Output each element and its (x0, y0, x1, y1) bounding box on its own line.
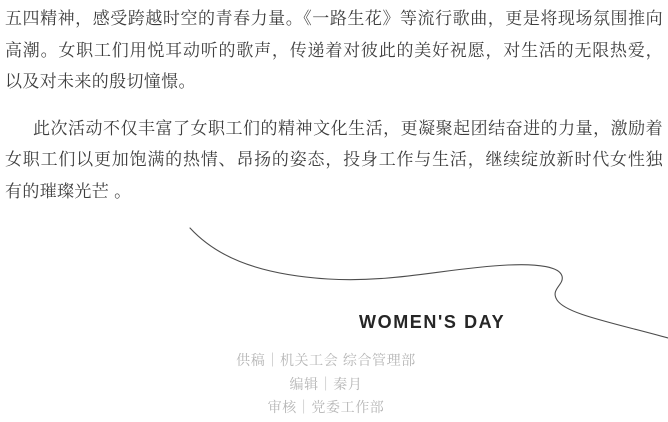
credit-value: 机关工会 综合管理部 (279, 352, 416, 368)
womens-day-heading: WOMEN'S DAY (359, 312, 506, 332)
credits-block (0, 349, 660, 420)
credit-line-contributor (0, 349, 660, 373)
article-body (5, 3, 663, 207)
credit-separator: ｜ (296, 399, 312, 415)
paragraph-1: 五四精神，感受跨越时空的青春力量。《一路生花》等流行歌曲，更是将现场氛围推向高潮。女职工们用悦耳动听的歌声，传递着对彼此的美好祝愿，对生活的无限热爱，以及对未来的殷切憧憬。 (5, 9, 663, 91)
credit-separator: ｜ (265, 352, 280, 368)
credit-value: 秦月 (333, 375, 363, 392)
credit-line-editor (0, 373, 660, 397)
credit-separator: ｜ (318, 375, 334, 392)
credit-label: 供稿 (236, 352, 266, 368)
credit-label: 编辑 (289, 375, 319, 392)
credit-line-reviewer (0, 396, 660, 420)
credit-value: 党委工作部 (311, 399, 385, 415)
credit-label: 审核 (267, 399, 297, 415)
paragraph-2: 此次活动不仅丰富了女职工们的精神文化生活，更凝聚起团结奋进的力量，激励着女职工们以更加饱满的热情、昂扬的姿态，投身工作与生活，继续绽放新时代女性独有的璀璨光芒 。 (5, 118, 663, 201)
